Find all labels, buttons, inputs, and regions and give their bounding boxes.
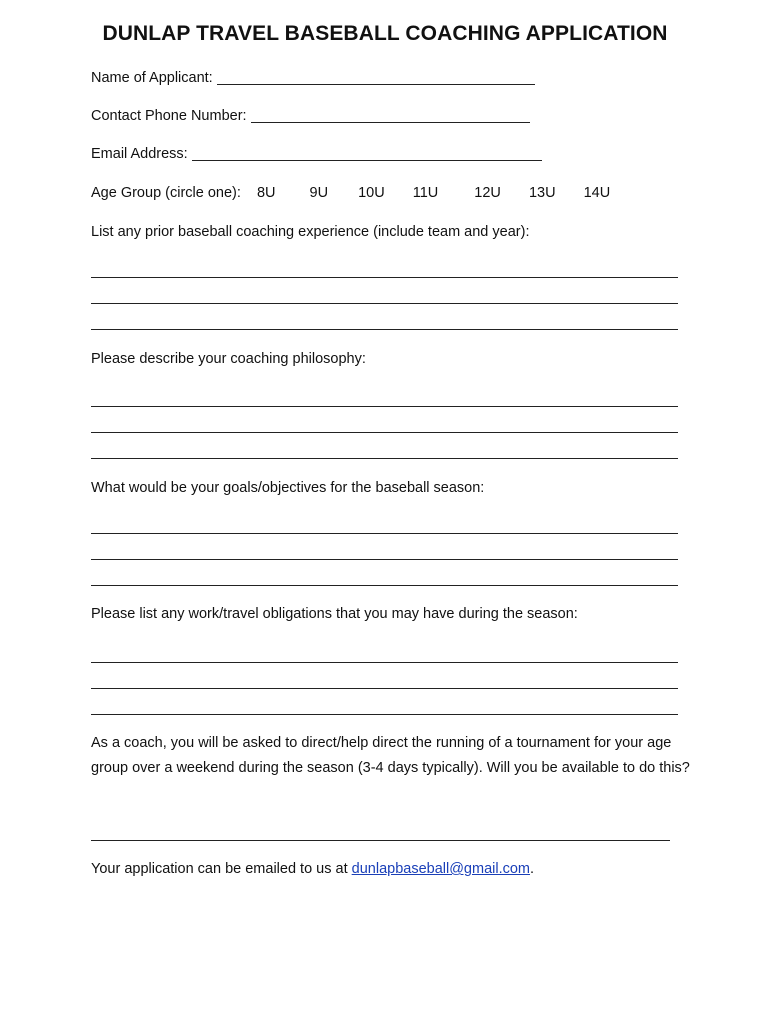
age-option-12u[interactable]: 12U [474,185,501,201]
email-link[interactable]: dunlapbaseball@gmail.com [351,861,531,877]
obligations-question: Please list any work/travel obligations that you may have during the season: [91,606,578,622]
age-option-14u[interactable]: 14U [583,185,611,201]
goals-question: What would be your goals/objectives for the baseball season: [91,480,485,496]
goals-answer-line[interactable] [91,585,678,586]
age-option-13u[interactable]: 13U [528,185,556,201]
submission-note [91,861,534,877]
obligations-answer-line[interactable] [91,662,678,663]
age-group-label: Age Group (circle one): [91,185,241,201]
tournament-question: As a coach, you will be asked to direct/help direct the running of a tournament for your age group over a weekend during the season (3-4 days typically). Will you be available to do this? [91,735,690,776]
age-option-8u[interactable]: 8U [256,185,276,201]
email-label: Email Address: [91,146,188,162]
age-option-10u[interactable]: 10U [358,185,385,201]
obligations-answer-line[interactable] [91,714,678,715]
page-title: DUNLAP TRAVEL BASEBALL COACHING APPLICATION [102,22,668,45]
age-option-11u[interactable]: 11U [412,185,439,201]
email-field[interactable] [192,146,542,161]
submission-period: . [530,861,535,877]
experience-answer-line[interactable] [91,277,678,278]
age-option-9u[interactable]: 9U [309,185,329,201]
applicant-name-row [91,70,535,86]
phone-label: Contact Phone Number: [91,108,247,124]
goals-answer-line[interactable] [91,533,678,534]
experience-question: List any prior baseball coaching experience (include team and year): [91,224,530,240]
experience-answer-line[interactable] [91,303,678,304]
submission-text: Your application can be emailed to us at [91,861,348,877]
applicant-name-field[interactable] [217,70,535,85]
philosophy-answer-line[interactable] [91,432,678,433]
applicant-name-label: Name of Applicant: [91,70,213,86]
philosophy-answer-line[interactable] [91,406,678,407]
philosophy-answer-line[interactable] [91,458,678,459]
phone-field[interactable] [251,108,530,123]
phone-row [91,108,530,124]
goals-answer-line[interactable] [91,559,678,560]
experience-answer-line[interactable] [91,329,678,330]
philosophy-question: Please describe your coaching philosophy: [91,351,366,367]
email-row [91,146,542,162]
obligations-answer-line[interactable] [91,688,678,689]
age-group-row [91,185,610,201]
tournament-answer-line[interactable] [91,840,670,841]
